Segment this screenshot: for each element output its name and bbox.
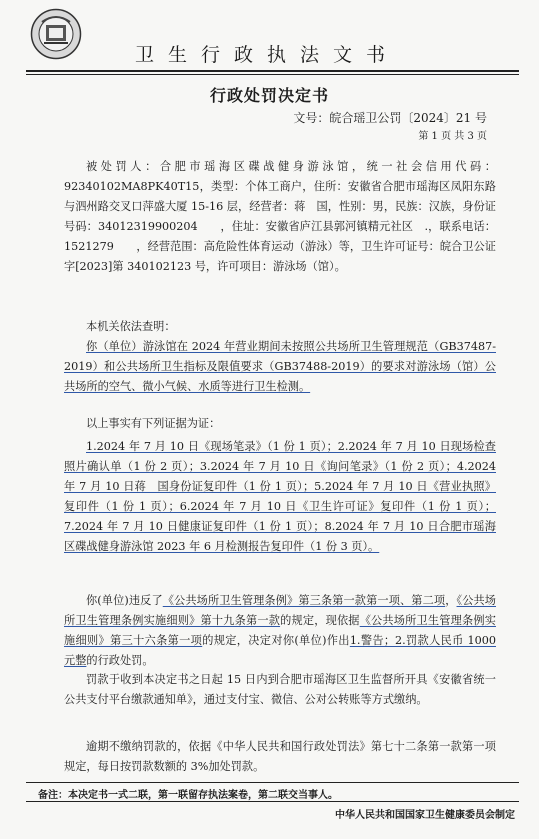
- evidence-text: 1.2024 年 7 月 10 日《现场笔录》（1 份 1 页）；2.2024 年 7 月 10 日现场检查照片确认单（1 份 2 页）；3.2024 年 7 月 10 日《询问笔录》（1 份 2 页）；4.2024 年 7 月 10 日蒋 国身份证复印件（1 份 1 页）；5.2024 年 7 月 10 日《营业执照》复印件（1 份 1 页）；6.2024 年 7 月 10 日《卫生许可证》复印件（1 份 1 页）；7.2024 年 7 月 10 日健康证复印件（1 份 1 页）；8.2024 年 7 月 10 日合肥市瑶海区碟战健身游泳馆 2023 年 6 月检测报告复印件（1 份 3 页）。: [64, 440, 496, 553]
- decision-separator: ，: [445, 594, 457, 607]
- decision-section: [64, 591, 496, 671]
- decision-tail: 的行政处罚。: [86, 654, 154, 667]
- evidence-label-section: [64, 414, 496, 434]
- health-supervision-emblem-icon: [30, 8, 82, 60]
- facts-section: [64, 337, 496, 397]
- document-title: 行政处罚决定书: [209, 86, 329, 105]
- footnote: 备注：本决定书一式二联，第一联留存执法案卷，第二联交当事人。: [38, 790, 338, 801]
- decision-mid2: 的规定，决定对你(单位)作出: [202, 634, 350, 647]
- issuer-line: 中华人民共和国国家卫生健康委员会制定: [335, 810, 515, 821]
- header-title: 卫生行政执法文书: [135, 44, 400, 66]
- decision-paragraph: [64, 591, 496, 671]
- late-fee-paragraph: 逾期不缴纳罚款的，依据《中华人民共和国行政处罚法》第七十二条第一款第一项规定，每日按罚款数额的 3%加处罚款。: [64, 740, 496, 773]
- header-divider: [26, 70, 519, 72]
- page-indicator: 第 1 页 共 3 页: [418, 131, 487, 142]
- violated-regulation-2: 《公共场所卫生管理条例实施细则》第十九条第一款: [64, 594, 496, 627]
- basis-regulation: 《公共场所卫生管理条例实施细则》第三十六条第一项: [64, 614, 496, 647]
- facts-paragraph: [64, 337, 496, 397]
- facts-label-section: [64, 317, 496, 337]
- facts-text: 你（单位）游泳馆在 2024 年营业期间未按照公共场所卫生管理规范（GB37487-2019）和公共场所卫生指标及限值要求（GB37488-2019）的要求对游泳场（馆）公共场所的空气、微小气候、水质等进行卫生检测。: [64, 340, 496, 393]
- decision-lead: 你(单位)违反了: [86, 594, 163, 607]
- penalty-text: 1.警告；2.罚款人民币 1000 元整: [64, 634, 496, 667]
- evidence-section: [64, 437, 496, 557]
- violated-regulation-1: 《公共场所卫生管理条例》第三条第一款第一项、第二项: [162, 594, 446, 607]
- document-number: 文号：皖合瑶卫公罚〔2024〕21 号: [293, 111, 487, 125]
- party-section: [64, 157, 496, 277]
- header-divider-thin: [26, 74, 519, 75]
- footer-divider-top: [26, 782, 519, 783]
- party-paragraph: 被处罚人：合肥市瑶海区碟战健身游泳馆，统一社会信用代码：92340102MA8PK40T15，类型：个体工商户，住所：安徽省合肥市瑶海区凤阳东路与泗州路交叉口萍盛大厦 15-16 层，经营者：蒋 国，性别：男，民族：汉族，身份证号码：34012319900204 ，住址：安徽省庐江县郭河镇精元社区 .，联系电话：1521279 ，经营范围：高危险性体育运动（游泳）等，卫生许可证号：皖合卫公证字[2023]第 340102123 号，许可项目：游泳场（馆）。: [64, 160, 496, 273]
- footer-divider-bottom: [26, 801, 519, 802]
- payment-paragraph: 罚款于收到本决定书之日起 15 日内到合肥市瑶海区卫生监督所开具《安徽省统一公共支付平台缴款通知单》，通过支付宝、微信、公对公转账等方式缴纳。: [64, 673, 496, 706]
- evidence-paragraph: [64, 437, 496, 557]
- facts-label: 本机关依法查明：: [86, 320, 176, 333]
- late-fee-section: [64, 737, 496, 777]
- evidence-label: 以上事实有下列证据为证：: [86, 417, 221, 430]
- payment-section: [64, 670, 496, 710]
- decision-mid: 的规定，现依据: [280, 614, 360, 627]
